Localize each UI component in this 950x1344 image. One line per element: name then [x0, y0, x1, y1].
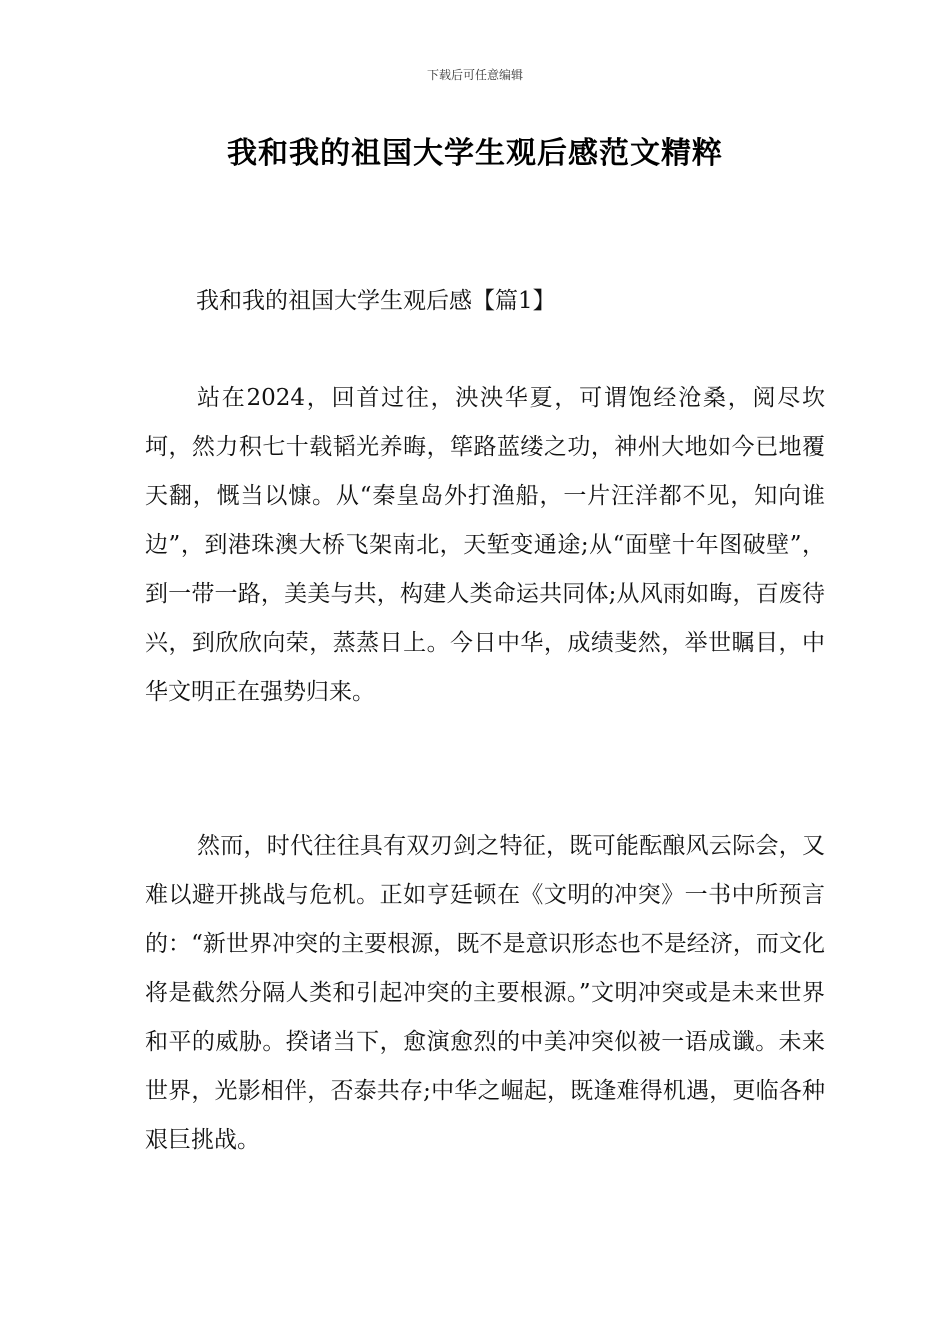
header-note: 下载后可任意编辑 [426, 68, 523, 82]
paragraph: 站在2024，回首过往，泱泱华夏，可谓饱经沧桑，阅尽坎坷，然力积七十载韬光养晦，筚路蓝缕之功，神州大地如今已地覆天翻，慨当以慷。从“秦皇岛外打渔船，一片汪洋都不见，知向谁边”，到港珠澳大桥飞架南北，天堑变通途;从“面壁十年图破壁”，到一带一路，美美与共，构建人类命运共同体;从风雨如晦，百废待兴，到欣欣向荣，蒸蒸日上。今日中华，成绩斐然，举世瞩目，中华文明正在强势归来。 [145, 385, 825, 705]
section-heading: 我和我的祖国大学生观后感【篇1】 [196, 288, 556, 314]
paragraph: 然而，时代往往具有双刃剑之特征，既可能酝酿风云际会，又难以避开挑战与危机。正如亨廷顿在《文明的冲突》一书中所预言的：“新世界冲突的主要根源，既不是意识形态也不是经济，而文化将是截然分隔人类和引起冲突的主要根源。”文明冲突或是未来世界和平的威胁。揆诸当下，愈演愈烈的中美冲突似被一语成谶。未来世界，光影相伴，否泰共存;中华之崛起，既逢难得机遇，更临各种艰巨挑战。 [145, 833, 825, 1153]
document-title: 我和我的祖国大学生观后感范文精粹 [227, 136, 723, 171]
